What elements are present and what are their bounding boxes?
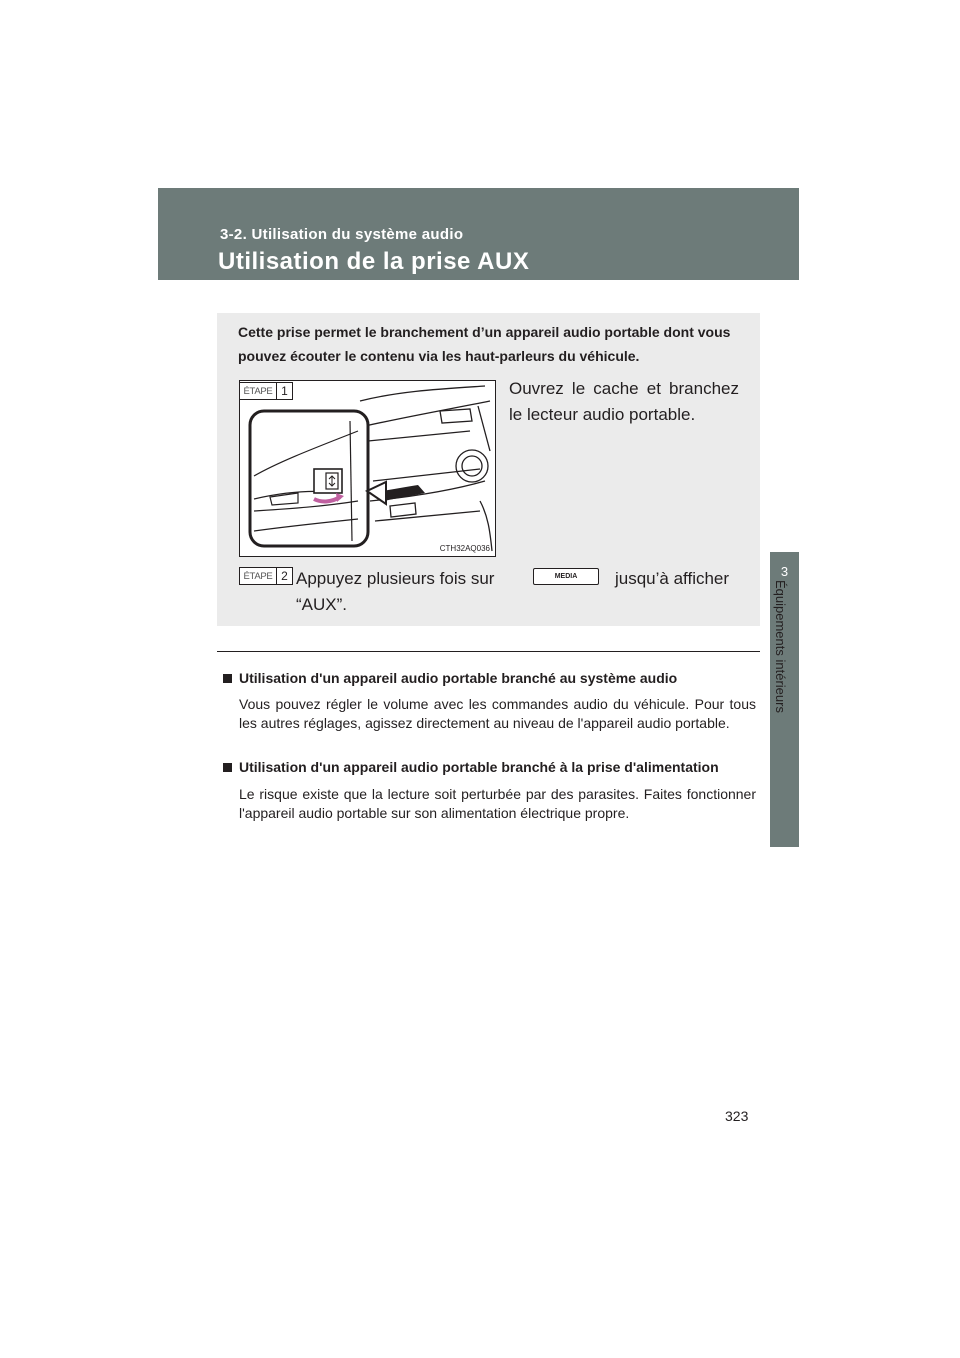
- step-1-badge: [239, 382, 293, 400]
- step-2-badge: [239, 567, 293, 585]
- chapter-tab-label-box: [766, 570, 800, 840]
- step-2-text-end: “AUX”.: [296, 595, 347, 614]
- note-2-heading: Utilisation d'un appareil audio portable branché à la prise d'alimentation: [239, 759, 719, 775]
- note-1: [220, 668, 756, 733]
- bullet-square-icon: [223, 674, 232, 683]
- illustration-code: CTH32AQ036: [439, 544, 490, 553]
- media-button-icon: MEDIA: [533, 568, 599, 585]
- bullet-square-icon: [223, 763, 232, 772]
- step-2-text-after: jusqu’à afficher: [615, 569, 730, 588]
- chapter-tab-number: 3: [780, 564, 789, 579]
- dashboard-drawing: [240, 381, 495, 556]
- page-number: 323: [725, 1108, 749, 1124]
- page-title: Utilisation de la prise AUX: [218, 248, 530, 275]
- aux-jack-illustration: [239, 380, 496, 557]
- note-1-body: Vous pouvez régler le volume avec les commandes audio du véhicule. Pour tous les autres réglages, agissez directement au niveau de l'appareil audio portable.: [239, 696, 756, 731]
- note-1-heading: Utilisation d'un appareil audio portable branché au système audio: [239, 670, 678, 686]
- section-title: 3-2. Utilisation du système audio: [220, 226, 464, 243]
- step-1-badge-label: ÉTAPE: [240, 383, 277, 399]
- note-2-body: Le risque existe que la lecture soit perturbée par des parasites. Faites fonctionner l'appareil audio portable sur son alimentation électrique propre.: [239, 786, 756, 821]
- step-1-badge-number: 1: [281, 384, 288, 398]
- intro-text: Cette prise permet le branchement d’un appareil audio portable dont vous pouvez écouter le contenu via les haut-parleurs du véhicule.: [238, 324, 731, 364]
- step-2-badge-number: 2: [281, 569, 288, 583]
- step-1-text: Ouvrez le cache et branchez le lecteur audio portable.: [509, 379, 739, 424]
- step-2-badge-label: ÉTAPE: [240, 568, 277, 584]
- note-2: [220, 757, 756, 823]
- step-2-text-before: Appuyez plusieurs fois sur: [296, 569, 495, 588]
- divider: [217, 651, 760, 652]
- chapter-tab-label: Équipements intérieurs: [773, 580, 788, 713]
